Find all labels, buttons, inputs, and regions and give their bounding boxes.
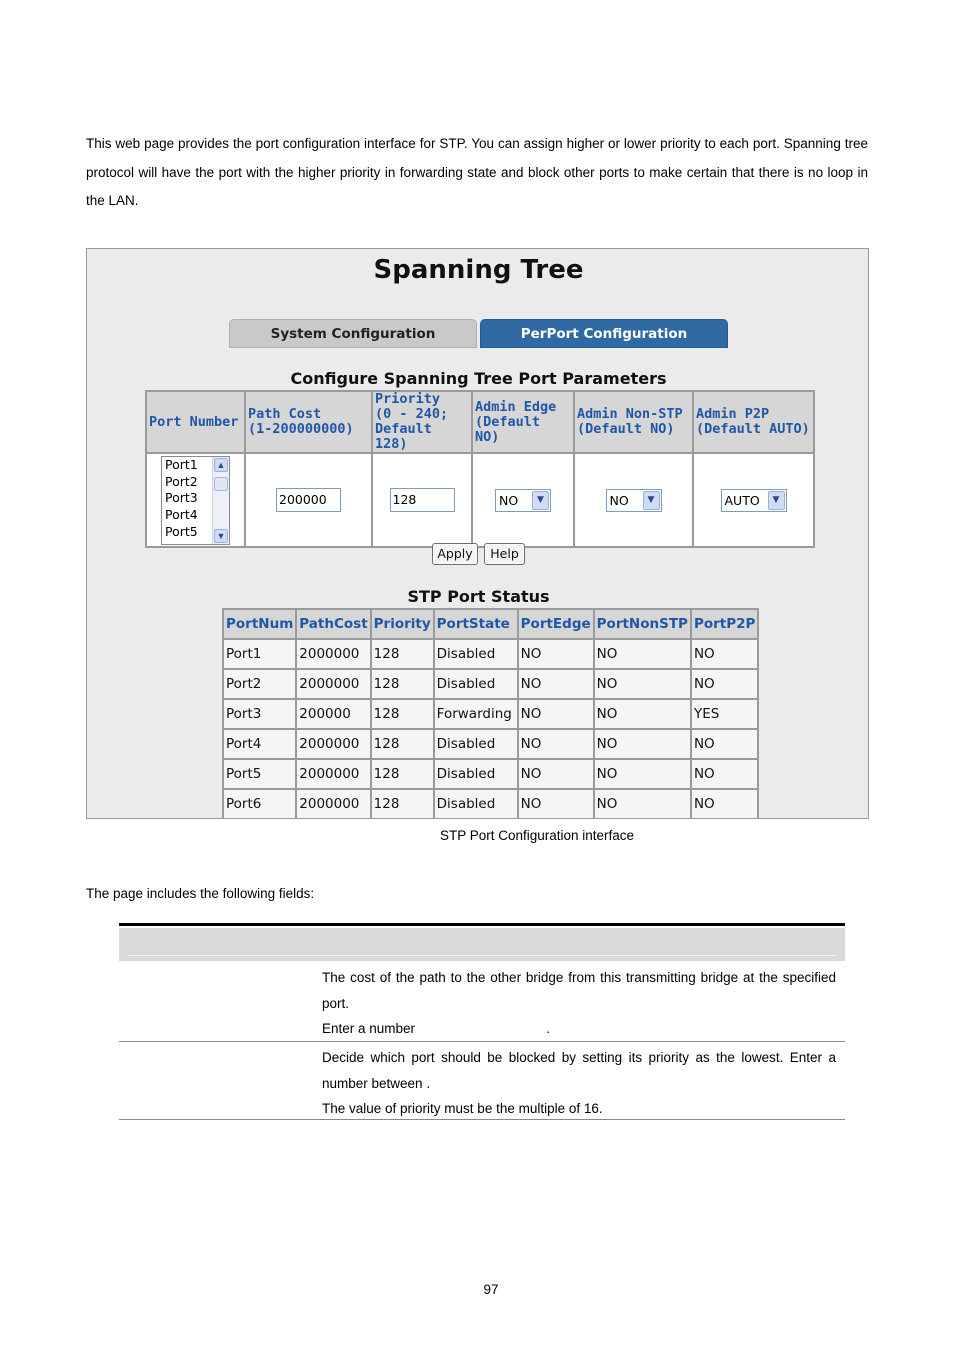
header-port-number: Port Number [146,391,245,453]
cell-priority: 128 [371,729,434,759]
cell-portnum: Port3 [223,699,296,729]
cell-portp2p: NO [691,789,758,819]
fields-intro: The page includes the following fields: [86,886,315,901]
scroll-down-icon[interactable]: ▼ [214,529,228,543]
port-parameters-table [145,390,815,548]
cell-portedge: NO [518,669,594,699]
cell-portstate: Forwarding [434,699,518,729]
cell-portp2p: NO [691,729,758,759]
cell-portedge: NO [518,729,594,759]
field-description-line: The cost of the path to the other bridge from this transmitting bridge at the specified port. [322,970,836,1011]
tab-perport-configuration[interactable]: PerPort Configuration [480,319,728,348]
header-admin-edge: Admin Edge (Default NO) [472,391,574,453]
field-description-line: The value of priority must be the multiple of 16. [322,1101,603,1117]
admin-p2p-cell [693,453,814,547]
table-row [223,669,758,699]
cell-portnonstp: NO [594,699,691,729]
help-button[interactable]: Help [484,543,525,565]
header-admin-nonstp: Admin Non-STP (Default NO) [574,391,693,453]
field-row-path-cost [119,962,845,1042]
port-option[interactable]: Port3 [165,490,198,506]
cell-portnum: Port6 [223,789,296,819]
cell-portstate: Disabled [434,669,518,699]
table-row [223,699,758,729]
cell-pathcost: 2000000 [296,639,370,669]
chevron-down-icon: ▼ [643,491,660,510]
field-description-line: Enter a number . [322,1021,551,1037]
cell-portstate: Disabled [434,759,518,789]
cell-portedge: NO [518,759,594,789]
admin-edge-select[interactable] [495,489,551,512]
cell-portstate: Disabled [434,729,518,759]
cell-pathcost: 200000 [296,699,370,729]
scroll-thumb[interactable] [214,477,228,491]
cell-priority: 128 [371,699,434,729]
field-description [322,962,836,1042]
admin-edge-cell [472,453,574,547]
priority-cell [372,453,472,547]
status-header: Priority [371,609,434,639]
page-number: 97 [483,1282,499,1297]
config-section-title: Configure Spanning Tree Port Parameters [290,369,667,388]
status-header: PortNum [223,609,296,639]
priority-input[interactable]: 128 [390,488,455,512]
cell-priority: 128 [371,669,434,699]
port-listbox[interactable] [161,456,230,545]
status-header: PortNonSTP [594,609,691,639]
cell-portp2p: NO [691,759,758,789]
admin-p2p-value: AUTO [724,492,760,508]
status-section-title: STP Port Status [407,587,550,606]
spanning-tree-title: Spanning Tree [373,255,584,285]
cell-portnum: Port4 [223,729,296,759]
cell-portedge: NO [518,699,594,729]
table-row [223,639,758,669]
cell-pathcost: 2000000 [296,729,370,759]
scroll-up-icon[interactable]: ▲ [214,458,228,472]
tab-system-configuration[interactable]: System Configuration [229,319,477,348]
path-cost-cell [245,453,372,547]
stp-port-status-table [222,608,759,819]
apply-button[interactable]: Apply [432,543,478,565]
cell-portstate: Disabled [434,639,518,669]
port-option[interactable]: Port5 [165,523,198,539]
table-row [223,729,758,759]
cell-portnum: Port1 [223,639,296,669]
cell-portp2p: NO [691,639,758,669]
cell-portstate: Disabled [434,789,518,819]
header-path-cost: Path Cost (1-200000000) [245,391,372,453]
field-description [322,1042,836,1122]
cell-portnonstp: NO [594,759,691,789]
admin-nonstp-value: NO [609,492,629,508]
field-row-priority [119,1042,845,1120]
status-header: PortEdge [518,609,594,639]
cell-portedge: NO [518,639,594,669]
intro-paragraph: This web page provides the port configuration interface for STP. You can assign higher or lower priority to each port. Spanning tree protocol will have the port with the higher priority in forwarding state and block other ports to make certain that there is no loop in the LAN. [86,136,868,208]
listbox-scrollbar[interactable] [212,457,229,544]
status-header: PathCost [296,609,370,639]
cell-portnum: Port2 [223,669,296,699]
cell-portnonstp: NO [594,729,691,759]
port-option[interactable]: Port4 [165,507,198,523]
cell-portnonstp: NO [594,639,691,669]
chevron-down-icon: ▼ [768,491,785,510]
header-admin-p2p: Admin P2P (Default AUTO) [693,391,814,453]
header-priority: Priority (0 - 240; Default 128) [372,391,472,453]
path-cost-input[interactable]: 200000 [276,488,341,512]
stp-port-config-screenshot [86,248,869,819]
status-header: PortP2P [691,609,758,639]
port-list-cell [146,453,245,547]
cell-priority: 128 [371,789,434,819]
cell-priority: 128 [371,639,434,669]
cell-portnum: Port5 [223,759,296,789]
cell-pathcost: 2000000 [296,669,370,699]
admin-nonstp-select[interactable] [606,489,662,512]
figure-caption: STP Port Configuration interface [439,828,635,843]
cell-portp2p: NO [691,669,758,699]
cell-portedge: NO [518,789,594,819]
cell-portnonstp: NO [594,669,691,699]
admin-edge-value: NO [499,492,519,508]
fields-table-header [119,928,845,962]
field-description-line: Decide which port should be blocked by setting its priority as the lowest. Enter a number between . [322,1050,836,1091]
chevron-down-icon: ▼ [532,491,549,510]
port-option[interactable]: Port1 [165,457,198,472]
fields-table [119,923,845,1120]
port-option[interactable]: Port2 [165,473,198,489]
table-row [223,759,758,789]
table-top-rule [119,923,845,926]
table-row [223,789,758,819]
cell-pathcost: 2000000 [296,759,370,789]
admin-p2p-select[interactable] [721,489,787,512]
cell-priority: 128 [371,759,434,789]
cell-portp2p: YES [691,699,758,729]
cell-pathcost: 2000000 [296,789,370,819]
admin-nonstp-cell [574,453,693,547]
status-header: PortState [434,609,518,639]
cell-portnonstp: NO [594,789,691,819]
